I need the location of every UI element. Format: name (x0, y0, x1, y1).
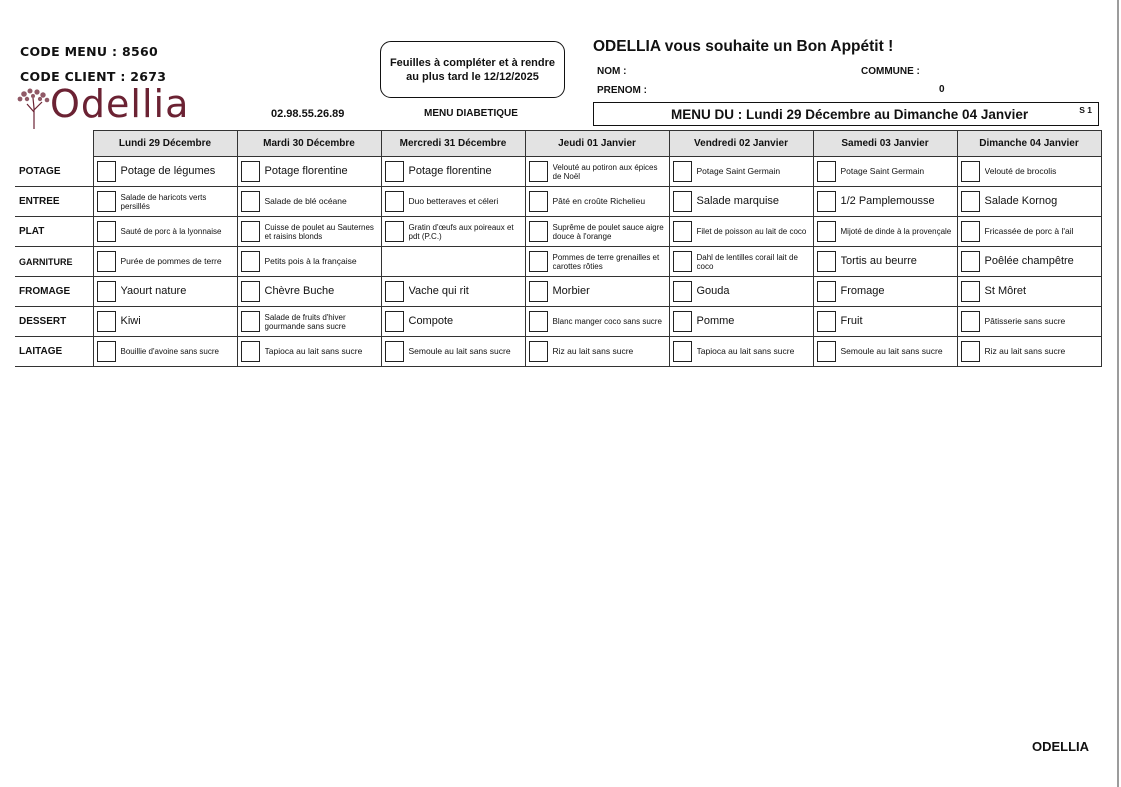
dish-name: Pomme (696, 315, 735, 327)
dish-option (670, 247, 813, 276)
dish-option (382, 187, 525, 216)
dish-option (382, 277, 525, 306)
menu-cell (237, 157, 381, 187)
checkbox-icon[interactable] (385, 281, 404, 302)
menu-cell (957, 277, 1101, 307)
menu-cell (237, 247, 381, 277)
menu-cell (957, 157, 1101, 187)
menu-cell (957, 307, 1101, 337)
footer-brand: ODELLIA (1032, 739, 1090, 754)
checkbox-icon[interactable] (97, 281, 116, 302)
dish-name: Potage Saint Germain (696, 166, 781, 176)
dish-option (526, 277, 669, 306)
dish-name: Cuisse de poulet au Sauternes et raisins blonds (264, 222, 374, 241)
checkbox-icon[interactable] (97, 251, 116, 272)
dish-option (382, 157, 525, 186)
menu-cell (813, 307, 957, 337)
day-header: Lundi 29 Décembre (93, 131, 237, 157)
checkbox-icon[interactable] (241, 251, 260, 272)
dish-name: Purée de pommes de terre (120, 256, 222, 266)
menu-cell (237, 187, 381, 217)
dish-name: Duo betteraves et céleri (408, 196, 499, 206)
dish-option (238, 157, 381, 186)
dish-option (382, 217, 525, 246)
meal-category: DESSERT (15, 307, 93, 337)
dish-option (526, 217, 669, 246)
checkbox-icon[interactable] (817, 281, 836, 302)
checkbox-icon[interactable] (97, 161, 116, 182)
day-header: Jeudi 01 Janvier (525, 131, 669, 157)
dish-option (526, 307, 669, 336)
week-number: S 1 (1079, 105, 1092, 115)
checkbox-icon[interactable] (961, 161, 980, 182)
checkbox-icon[interactable] (961, 341, 980, 362)
dish-option (94, 307, 237, 336)
dish-option (814, 247, 957, 276)
dish-option (238, 247, 381, 276)
checkbox-icon[interactable] (529, 191, 548, 212)
menu-cell (525, 307, 669, 337)
menu-cell (525, 187, 669, 217)
checkbox-icon[interactable] (961, 311, 980, 332)
dish-name: Tapioca au lait sans sucre (264, 346, 363, 356)
dish-option (94, 217, 237, 246)
menu-cell (237, 337, 381, 367)
dish-option (814, 217, 957, 246)
dish-option (814, 337, 957, 366)
dish-option (958, 247, 1101, 276)
meal-category: ENTREE (15, 187, 93, 217)
menu-cell (93, 247, 237, 277)
dish-name: Suprême de poulet sauce aigre douce à l'orange (552, 222, 664, 241)
meal-row-garniture (15, 247, 1101, 277)
checkbox-icon[interactable] (673, 161, 692, 182)
dish-option (238, 277, 381, 306)
dish-name: Chèvre Buche (264, 285, 335, 297)
meal-category: GARNITURE (15, 247, 93, 277)
menu-period-box (593, 102, 1099, 126)
menu-cell (381, 247, 525, 277)
dish-option (814, 277, 957, 306)
dish-option (94, 187, 237, 216)
prenom-label: PRENOM : (597, 85, 647, 96)
dish-option (670, 277, 813, 306)
dish-option (94, 157, 237, 186)
tree-icon (14, 86, 54, 130)
code-menu: CODE MENU : 8560 (20, 44, 158, 59)
logo-wordmark: Odellia (50, 82, 190, 126)
dish-name: Filet de poisson au lait de coco (696, 227, 807, 236)
checkbox-icon[interactable] (241, 311, 260, 332)
day-header: Dimanche 04 Janvier (957, 131, 1101, 157)
dish-option (958, 157, 1101, 186)
dish-option (814, 187, 957, 216)
menu-cell (525, 217, 669, 247)
dish-option (526, 157, 669, 186)
checkbox-icon[interactable] (673, 311, 692, 332)
dish-option (958, 277, 1101, 306)
checkbox-icon[interactable] (961, 251, 980, 272)
dish-name: Gratin d'œufs aux poireaux et pdt (P.C.) (408, 222, 514, 241)
menu-table (15, 130, 1102, 367)
dish-name: Fruit (840, 315, 863, 327)
checkbox-icon[interactable] (817, 161, 836, 182)
dish-name: Fromage (840, 285, 885, 297)
odellia-logo (14, 82, 214, 130)
checkbox-icon[interactable] (241, 191, 260, 212)
dish-option (238, 187, 381, 216)
page-edge (1117, 0, 1119, 787)
menu-cell (669, 307, 813, 337)
dish-option (382, 337, 525, 366)
menu-cell (93, 337, 237, 367)
menu-cell (669, 277, 813, 307)
menu-cell (93, 157, 237, 187)
menu-cell (813, 277, 957, 307)
dish-name: Salade de fruits d'hiver gourmande sans sucre (264, 312, 346, 331)
checkbox-icon[interactable] (97, 191, 116, 212)
day-header: Mercredi 31 Décembre (381, 131, 525, 157)
notice-line-1: Feuilles à compléter et à rendre (389, 57, 556, 69)
checkbox-icon[interactable] (817, 191, 836, 212)
dish-name: Morbier (552, 285, 590, 297)
dish-name: Salade Kornog (984, 195, 1058, 207)
menu-cell (525, 157, 669, 187)
menu-cell (525, 247, 669, 277)
dish-name: Gouda (696, 285, 730, 297)
checkbox-icon[interactable] (529, 311, 548, 332)
dish-option (238, 217, 381, 246)
checkbox-icon[interactable] (673, 251, 692, 272)
menu-cell (669, 247, 813, 277)
dish-name: Sauté de porc à la lyonnaise (120, 227, 222, 236)
dish-option (958, 187, 1101, 216)
checkbox-icon[interactable] (529, 341, 548, 362)
day-header: Mardi 30 Décembre (237, 131, 381, 157)
dish-option (670, 157, 813, 186)
corner-cell (15, 131, 93, 157)
checkbox-icon[interactable] (529, 251, 548, 272)
dish-option (670, 187, 813, 216)
checkbox-icon[interactable] (241, 221, 260, 242)
dish-option (958, 217, 1101, 246)
dish-name: Vache qui rit (408, 285, 469, 297)
menu-cell (813, 247, 957, 277)
meal-row-fromage (15, 277, 1101, 307)
dish-option (526, 247, 669, 276)
meal-category: FROMAGE (15, 277, 93, 307)
day-header-row (15, 131, 1101, 157)
checkbox-icon[interactable] (961, 281, 980, 302)
dish-name: Velouté au potiron aux épices de Noël (552, 162, 658, 181)
dish-option (670, 307, 813, 336)
menu-cell (957, 187, 1101, 217)
day-header: Samedi 03 Janvier (813, 131, 957, 157)
menu-cell (957, 247, 1101, 277)
checkbox-icon[interactable] (385, 161, 404, 182)
meal-row-laitage (15, 337, 1101, 367)
menu-cell (813, 337, 957, 367)
dish-name: Tortis au beurre (840, 255, 917, 267)
checkbox-icon[interactable] (529, 161, 548, 182)
checkbox-icon[interactable] (817, 311, 836, 332)
checkbox-icon[interactable] (673, 281, 692, 302)
dish-name: Poêlée champêtre (984, 255, 1074, 267)
menu-cell (93, 217, 237, 247)
deadline-notice (380, 41, 565, 98)
dish-option (382, 307, 525, 336)
dish-name: Potage de légumes (120, 165, 216, 177)
menu-cell (381, 157, 525, 187)
dish-name: Salade de haricots verts persillés (120, 192, 207, 211)
checkbox-icon[interactable] (241, 161, 260, 182)
menu-cell (813, 217, 957, 247)
menu-cell (525, 337, 669, 367)
dish-name: Dahl de lentilles corail lait de coco (696, 252, 798, 271)
dish-name: Pâtisserie sans sucre (984, 316, 1066, 326)
checkbox-icon[interactable] (673, 221, 692, 242)
meal-category: LAITAGE (15, 337, 93, 367)
checkbox-icon[interactable] (673, 341, 692, 362)
menu-cell (93, 277, 237, 307)
dish-option (526, 187, 669, 216)
greeting-title: ODELLIA vous souhaite un Bon Appétit ! (593, 38, 894, 55)
meal-category: PLAT (15, 217, 93, 247)
dish-name: Mijoté de dinde à la provençale (840, 227, 952, 236)
dish-option (94, 337, 237, 366)
checkbox-icon[interactable] (817, 251, 836, 272)
checkbox-icon[interactable] (97, 221, 116, 242)
dish-name: Fricassée de porc à l'ail (984, 226, 1074, 236)
meal-row-potage (15, 157, 1101, 187)
menu-cell (93, 187, 237, 217)
menu-cell (813, 187, 957, 217)
menu-cell (93, 307, 237, 337)
dish-name: 1/2 Pamplemousse (840, 195, 935, 207)
dish-name: Blanc manger coco sans sucre (552, 317, 662, 326)
phone-number: 02.98.55.26.89 (271, 108, 345, 120)
menu-cell (669, 217, 813, 247)
dish-name: Salade de blé océane (264, 196, 347, 206)
dish-option (94, 247, 237, 276)
menu-cell (669, 337, 813, 367)
dish-option (94, 277, 237, 306)
menu-cell (813, 157, 957, 187)
menu-cell (237, 307, 381, 337)
menu-cell (669, 157, 813, 187)
commune-value: 0 (939, 84, 945, 95)
notice-line-2: au plus tard le 12/12/2025 (406, 71, 539, 83)
checkbox-icon[interactable] (241, 281, 260, 302)
nom-label: NOM : (597, 66, 627, 77)
checkbox-icon[interactable] (673, 191, 692, 212)
checkbox-icon[interactable] (97, 311, 116, 332)
checkbox-icon[interactable] (385, 191, 404, 212)
checkbox-icon[interactable] (817, 341, 836, 362)
meal-category: POTAGE (15, 157, 93, 187)
dish-name: Kiwi (120, 315, 141, 327)
checkbox-icon[interactable] (529, 221, 548, 242)
menu-cell (669, 187, 813, 217)
dish-option (526, 337, 669, 366)
meal-row-plat (15, 217, 1101, 247)
dish-name: Potage florentine (408, 165, 492, 177)
checkbox-icon[interactable] (385, 221, 404, 242)
code-client: CODE CLIENT : 2673 (20, 69, 167, 84)
dish-name: Velouté de brocolis (984, 166, 1057, 176)
menu-cell (237, 217, 381, 247)
dish-name: Pommes de terre grenailles et carottes rôties (552, 252, 660, 271)
meal-row-dessert (15, 307, 1101, 337)
dish-option (958, 337, 1101, 366)
dish-option (238, 307, 381, 336)
dish-name: Semoule au lait sans sucre (408, 346, 511, 356)
menu-cell (381, 217, 525, 247)
dish-name: St Môret (984, 285, 1027, 297)
meal-row-entree (15, 187, 1101, 217)
dish-name: Pâté en croûte Richelieu (552, 196, 646, 206)
dish-option (670, 217, 813, 246)
day-header: Vendredi 02 Janvier (669, 131, 813, 157)
dish-name: Bouillie d'avoine sans sucre (120, 347, 219, 356)
dish-name: Compote (408, 315, 454, 327)
checkbox-icon[interactable] (385, 341, 404, 362)
menu-cell (381, 277, 525, 307)
dish-option (670, 337, 813, 366)
menu-cell (525, 277, 669, 307)
commune-label: COMMUNE : (861, 66, 920, 77)
checkbox-icon[interactable] (961, 221, 980, 242)
menu-period: MENU DU : Lundi 29 Décembre au Dimanche 04 Janvier (671, 107, 1029, 122)
menu-cell (381, 307, 525, 337)
checkbox-icon[interactable] (817, 221, 836, 242)
menu-cell (381, 337, 525, 367)
dish-name: Riz au lait sans sucre (984, 346, 1066, 356)
checkbox-icon[interactable] (529, 281, 548, 302)
dish-name: Petits pois à la française (264, 256, 357, 266)
checkbox-icon[interactable] (241, 341, 260, 362)
dish-option (238, 337, 381, 366)
menu-type: MENU DIABETIQUE (424, 108, 518, 119)
dish-option (814, 157, 957, 186)
menu-cell (237, 277, 381, 307)
menu-cell (957, 337, 1101, 367)
menu-cell (381, 187, 525, 217)
dish-name: Semoule au lait sans sucre (840, 346, 943, 356)
dish-name: Tapioca au lait sans sucre (696, 346, 795, 356)
checkbox-icon[interactable] (385, 311, 404, 332)
checkbox-icon[interactable] (961, 191, 980, 212)
dish-name: Salade marquise (696, 195, 780, 207)
menu-cell (957, 217, 1101, 247)
checkbox-icon[interactable] (97, 341, 116, 362)
dish-option (814, 307, 957, 336)
dish-name: Yaourt nature (120, 285, 187, 297)
dish-name: Riz au lait sans sucre (552, 346, 634, 356)
dish-name: Potage Saint Germain (840, 166, 925, 176)
dish-name: Potage florentine (264, 165, 348, 177)
dish-option (958, 307, 1101, 336)
